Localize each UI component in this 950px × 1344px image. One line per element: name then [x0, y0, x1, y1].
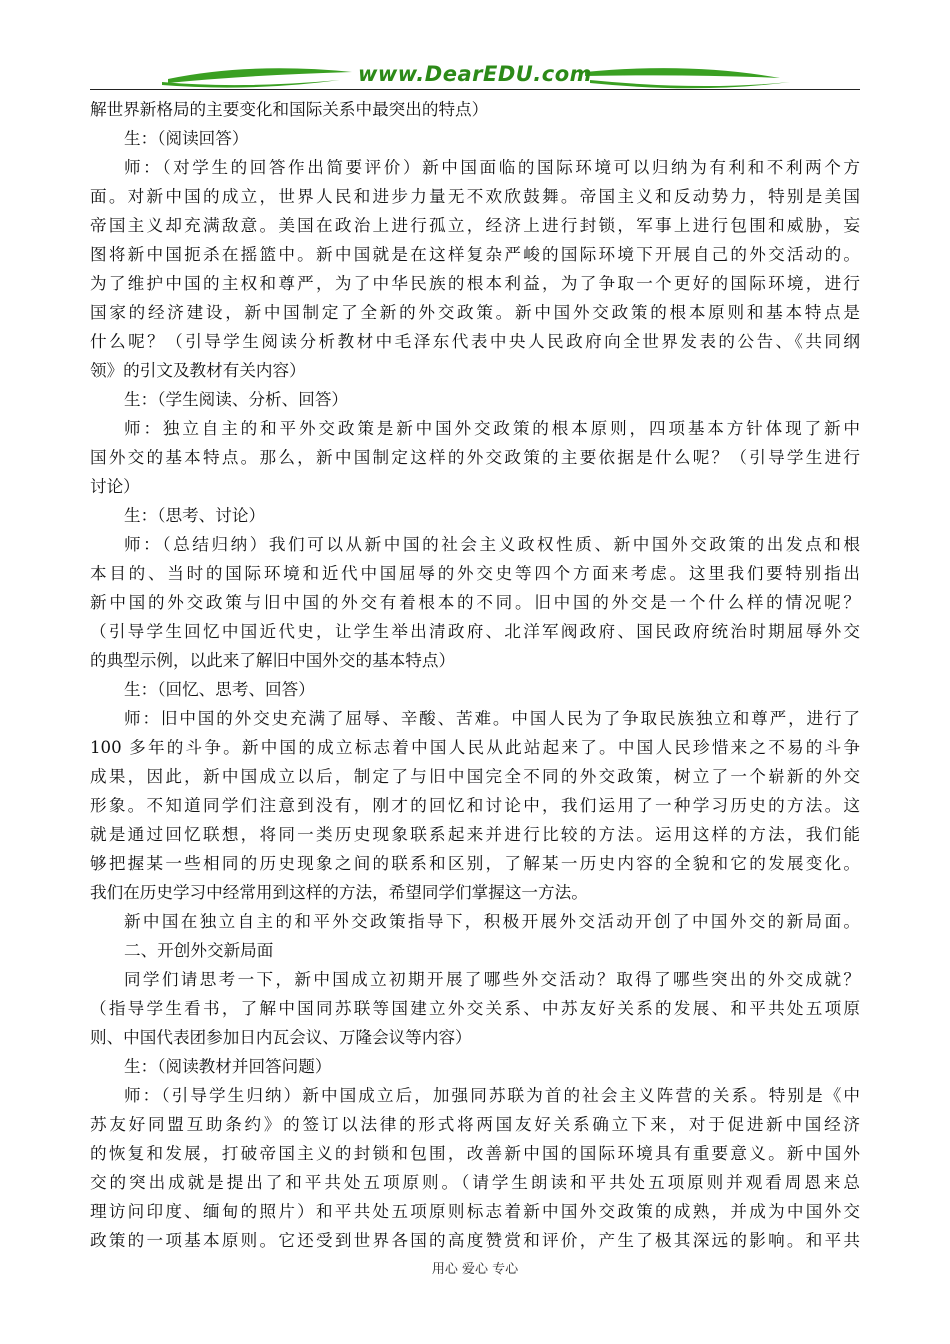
paragraph-line: 本目的、当时的国际环境和近代中国屈辱的外交史等四个方面来考虑。这里我们要特别指出 [90, 564, 860, 583]
paragraph-line: 国外交的基本特点。那么，新中国制定这样的外交政策的主要依据是什么呢？（引导学生进行 [90, 448, 860, 467]
paragraph-line: 生：（学生阅读、分析、回答） [124, 390, 349, 409]
paragraph-line: 生：（阅读回答） [124, 129, 249, 148]
paragraph-line: 为了维护中国的主权和尊严，为了中华民族的根本利益，为了争取一个更好的国际环境，进行 [90, 274, 860, 293]
paragraph-line: 生：（思考、讨论） [124, 506, 266, 525]
paragraph-line: （指导学生看书，了解中国同苏联等国建立外交关系、中苏友好关系的发展、和平共处五项原 [90, 999, 860, 1018]
paragraph-line: 师：（对学生的回答作出简要评价）新中国面临的国际环境可以归纳为有利和不利两个方 [124, 158, 860, 177]
site-logo-text[interactable]: www.DearEDU.com [357, 62, 593, 86]
paragraph-line: 成果，因此，新中国成立以后，制定了与旧中国完全不同的外交政策，树立了一个崭新的外交 [90, 767, 860, 786]
document-body [90, 95, 860, 1255]
paragraph-line: 苏友好同盟互助条约》的签订以法律的形式将两国友好关系确立下来，对于促进新中国经济 [90, 1115, 860, 1134]
paragraph-line: 形象。不知道同学们注意到没有，刚才的回忆和讨论中，我们运用了一种学习历史的方法。这 [90, 796, 860, 815]
paragraph-line: 新中国在独立自主的和平外交政策指导下，积极开展外交活动开创了中国外交的新局面。 [124, 912, 860, 931]
header-divider [90, 89, 860, 90]
paragraph-line: 师：（引导学生归纳）新中国成立后，加强同苏联为首的社会主义阵营的关系。特别是《中 [124, 1086, 860, 1105]
paragraph-line: 什么呢？（引导学生阅读分析教材中毛泽东代表中央人民政府向全世界发表的公告、《共同纲 [90, 332, 860, 351]
paragraph-line: 同学们请思考一下，新中国成立初期开展了哪些外交活动？取得了哪些突出的外交成就？ [124, 970, 860, 989]
paragraph-line: 理访问印度、缅甸的照片）和平共处五项原则标志着新中国外交政策的成熟，并成为中国外交 [90, 1202, 860, 1221]
paragraph-line: 国家的经济建设，新中国制定了全新的外交政策。新中国外交政策的根本原则和基本特点是 [90, 303, 860, 322]
paragraph-line: 师：（总结归纳）我们可以从新中国的社会主义政权性质、新中国外交政策的出发点和根 [124, 535, 860, 554]
paragraph-line: 图将新中国扼杀在摇篮中。新中国就是在这样复杂严峻的国际环境下开展自己的外交活动的。 [90, 245, 860, 264]
paragraph-line: 新中国的外交政策与旧中国的外交有着根本的不同。旧中国的外交是一个什么样的情况呢？ [90, 593, 860, 612]
paragraph-line: 交的突出成就是提出了和平共处五项原则。（请学生朗读和平共处五项原则并观看周恩来总 [90, 1173, 860, 1192]
paragraph-line: 师：旧中国的外交史充满了屈辱、辛酸、苦难。中国人民为了争取民族独立和尊严，进行了 [124, 709, 860, 728]
paragraph-line: 讨论） [90, 477, 140, 496]
page-footer: 用心 爱心 专心 [431, 1262, 519, 1277]
paragraph-line: 100 多年的斗争。新中国的成立标志着中国人民从此站起来了。中国人民珍惜来之不易的斗争 [90, 738, 860, 757]
paragraph-line: 帝国主义却充满敌意。美国在政治上进行孤立，经济上进行封锁，军事上进行包围和威胁，妄 [90, 216, 860, 235]
section-heading: 二、开创外交新局面 [124, 941, 274, 960]
paragraph-line: 的恢复和发展，打破帝国主义的封锁和包围，改善新中国的国际环境具有重要意义。新中国外 [90, 1144, 860, 1163]
paragraph-line: 就是通过回忆联想，将同一类历史现象联系起来并进行比较的方法。运用这样的方法，我们能 [90, 825, 860, 844]
paragraph-line: 生：（回忆、思考、回答） [124, 680, 315, 699]
paragraph-line: （引导学生回忆中国近代史，让学生举出清政府、北洋军阀政府、国民政府统治时期屈辱外交 [90, 622, 860, 641]
paragraph-line: 生：（阅读教材并回答问题） [124, 1057, 332, 1076]
paragraph-line: 领》的引文及教材有关内容） [90, 361, 306, 380]
paragraph-line: 够把握某一些相同的历史现象之间的联系和区别，了解某一历史内容的全貌和它的发展变化。 [90, 854, 860, 873]
paragraph-line: 的典型示例，以此来了解旧中国外交的基本特点） [90, 651, 456, 670]
paragraph-line: 师：独立自主的和平外交政策是新中国外交政策的根本原则，四项基本方针体现了新中 [124, 419, 860, 438]
paragraph-line: 我们在历史学习中经常用到这样的方法，希望同学们掌握这一方法。 [90, 883, 588, 902]
paragraph-line: 政策的一项基本原则。它还受到世界各国的高度赞赏和评价，产生了极其深远的影响。和平共 [90, 1231, 860, 1250]
paragraph-line: 则、中国代表团参加日内瓦会议、万隆会议等内容） [90, 1028, 472, 1047]
paragraph-line: 面。对新中国的成立，世界人民和进步力量无不欢欣鼓舞。帝国主义和反动势力，特别是美国 [90, 187, 860, 206]
paragraph-line: 解世界新格局的主要变化和国际关系中最突出的特点） [90, 100, 489, 119]
site-header [90, 58, 860, 92]
